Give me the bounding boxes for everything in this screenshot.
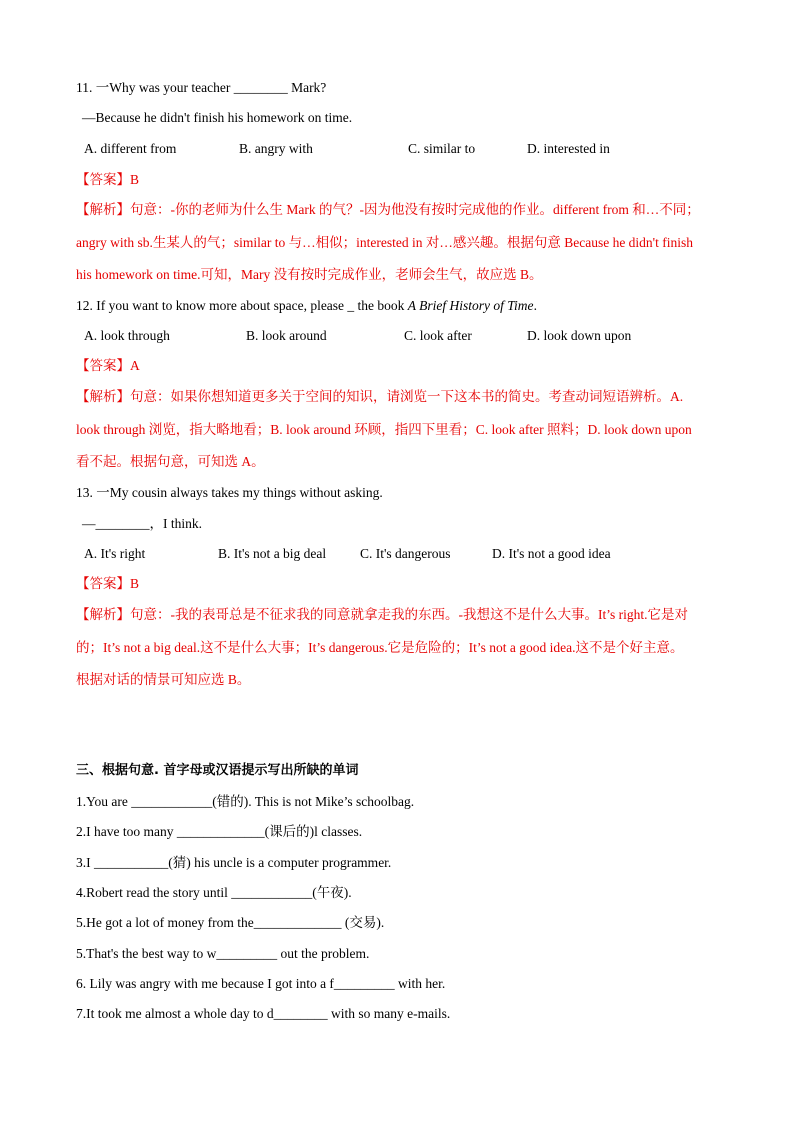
q12-stem xyxy=(76,297,537,315)
q13-option-a: A. It's right xyxy=(84,546,146,561)
section3-item-3: 3.I ___________(猜) his uncle is a computer programmer. xyxy=(76,855,392,870)
q12-analysis-line-2: look through 浏览，指大略地看；B. look around 环顾，指四下里看；C. look after 照料；D. look down upon xyxy=(76,422,692,437)
q11-answer: 【答案】B xyxy=(76,172,140,187)
q12-option-b: B. look around xyxy=(246,328,327,343)
q12-option-c: C. look after xyxy=(404,328,472,343)
section3-item-5: 5.He got a lot of money from the_____________ (交易). xyxy=(76,915,385,930)
q13-analysis-line-2: 的；It’s not a big deal.这不是什么大事；It’s dangerous.它是危险的；It’s not a good idea.这不是个好主意。 xyxy=(76,640,684,655)
section3-item-5b: 5.That's the best way to w_________ out the problem. xyxy=(76,946,370,961)
q11-option-b: B. angry with xyxy=(239,141,313,156)
q12-option-a: A. look through xyxy=(84,328,170,343)
q11-analysis-line-1: 【解析】句意：-你的老师为什么生 Mark 的气？-因为他没有按时完成他的作业。different from 和…不同； xyxy=(76,202,700,217)
q12-book-title: A Brief History of Time xyxy=(407,298,534,313)
section3-item-7: 7.It took me almost a whole day to d________ with so many e-mails. xyxy=(76,1006,451,1021)
section3-item-4: 4.Robert read the story until ____________(午夜). xyxy=(76,885,352,900)
section3-item-1: 1.You are ____________(错的). This is not Mike’s schoolbag. xyxy=(76,794,415,809)
q13-stem: 13. 一My cousin always takes my things without asking. xyxy=(76,485,383,500)
q13-option-c: C. It's dangerous xyxy=(360,546,451,561)
q12-analysis-line-1: 【解析】句意：如果你想知道更多关于空间的知识，请浏览一下这本书的简史。考查动词短语辨析。A. xyxy=(76,389,684,404)
q13-option-b: B. It's not a big deal xyxy=(218,546,327,561)
q13-option-d: D. It's not a good idea xyxy=(492,546,611,561)
q12-option-d: D. look down upon xyxy=(527,328,632,343)
q12-stem-post: . xyxy=(533,298,537,313)
section3-item-2: 2.I have too many _____________(课后的)l classes. xyxy=(76,824,363,839)
q11-option-d: D. interested in xyxy=(527,141,610,156)
q13-reply: —________，I think. xyxy=(82,516,202,531)
q11-reply: —Because he didn't finish his homework on time. xyxy=(82,110,353,125)
q11-analysis-line-3: his homework on time.可知，Mary 没有按时完成作业，老师会生气，故应选 B。 xyxy=(76,267,543,282)
q11-option-a: A. different from xyxy=(84,141,177,156)
q12-stem-pre: 12. If you want to know more about space, please _ the book xyxy=(76,298,408,313)
q13-answer: 【答案】B xyxy=(76,576,140,591)
section3-item-6: 6. Lily was angry with me because I got into a f_________ with her. xyxy=(76,976,446,991)
q12-answer: 【答案】A xyxy=(76,358,140,373)
q13-analysis-line-1: 【解析】句意：-我的表哥总是不征求我的同意就拿走我的东西。-我想这不是什么大事。It’s right.它是对 xyxy=(76,607,688,622)
q11-analysis-line-2: angry with sb.生某人的气；similar to 与…相似；interested in 对…感兴趣。根据句意 Because he didn't finish xyxy=(76,235,693,250)
q13-analysis-line-3: 根据对话的情景可知应选 B。 xyxy=(76,672,251,687)
section3-heading: 三、根据句意. 首字母或汉语提示写出所缺的单词 xyxy=(76,763,359,778)
q12-analysis-line-3: 看不起。根据句意，可知选 A。 xyxy=(76,454,265,469)
q11-stem: 11. 一Why was your teacher ________ Mark? xyxy=(76,80,327,95)
q11-option-c: C. similar to xyxy=(408,141,476,156)
